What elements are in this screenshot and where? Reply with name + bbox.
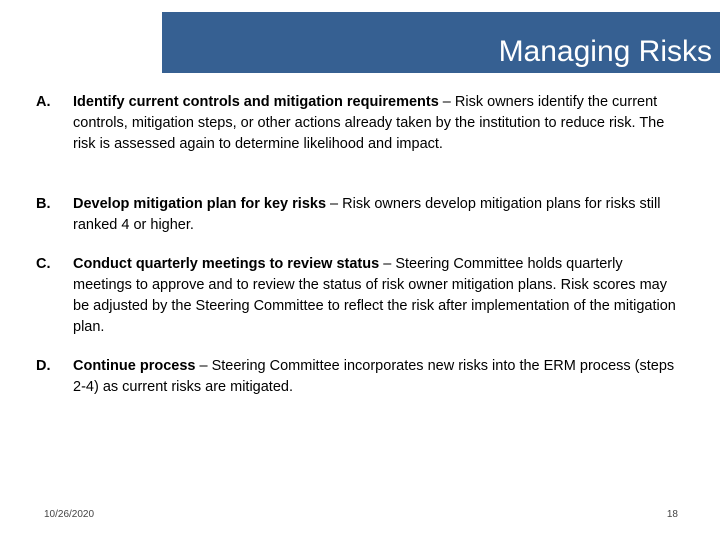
footer-date: 10/26/2020 (44, 509, 95, 520)
item-heading: Identify current controls and mitigation requirements (73, 94, 439, 110)
item-text: Risk owners identify the current controls, mitigation steps, or other actions already taken by the institution to reduce risk. The risk is assessed again to determine likelihood and impact. (73, 94, 665, 152)
item-text: Steering Committee incorporates new risks into the ERM process (steps 2-4) as current risks are mitigated. (73, 358, 675, 395)
item-letter: D. (36, 358, 51, 374)
item-body (73, 356, 676, 398)
item-body (73, 92, 676, 155)
list-item-d (36, 356, 676, 398)
item-letter: C. (36, 256, 51, 272)
list-item-c (36, 254, 676, 338)
page-number: 18 (666, 509, 678, 520)
item-heading: Continue process (73, 358, 196, 374)
item-body (73, 194, 676, 236)
item-separator: – (438, 94, 455, 110)
item-body (73, 254, 676, 338)
title-banner (162, 12, 720, 73)
item-letter: B. (36, 196, 51, 212)
item-text: Steering Committee holds quarterly meetings to approve and to review the status of risk owner mitigation plans. Risk scores may be adjusted by the Steering Committee to reflect the risk after implementation of the mitigation plan. (73, 256, 676, 335)
item-separator: – (326, 196, 343, 212)
slide-title: Managing Risks (498, 35, 712, 68)
item-letter: A. (36, 94, 51, 110)
item-heading: Conduct quarterly meetings to review status (73, 256, 380, 272)
item-heading: Develop mitigation plan for key risks (73, 196, 327, 212)
item-separator: – (379, 256, 396, 272)
list-item-b (36, 194, 676, 236)
item-separator: – (195, 358, 212, 374)
mitigation-steps-list (36, 92, 676, 398)
item-text: Risk owners develop mitigation plans for risks still ranked 4 or higher. (73, 196, 661, 233)
list-item-a (36, 92, 676, 176)
